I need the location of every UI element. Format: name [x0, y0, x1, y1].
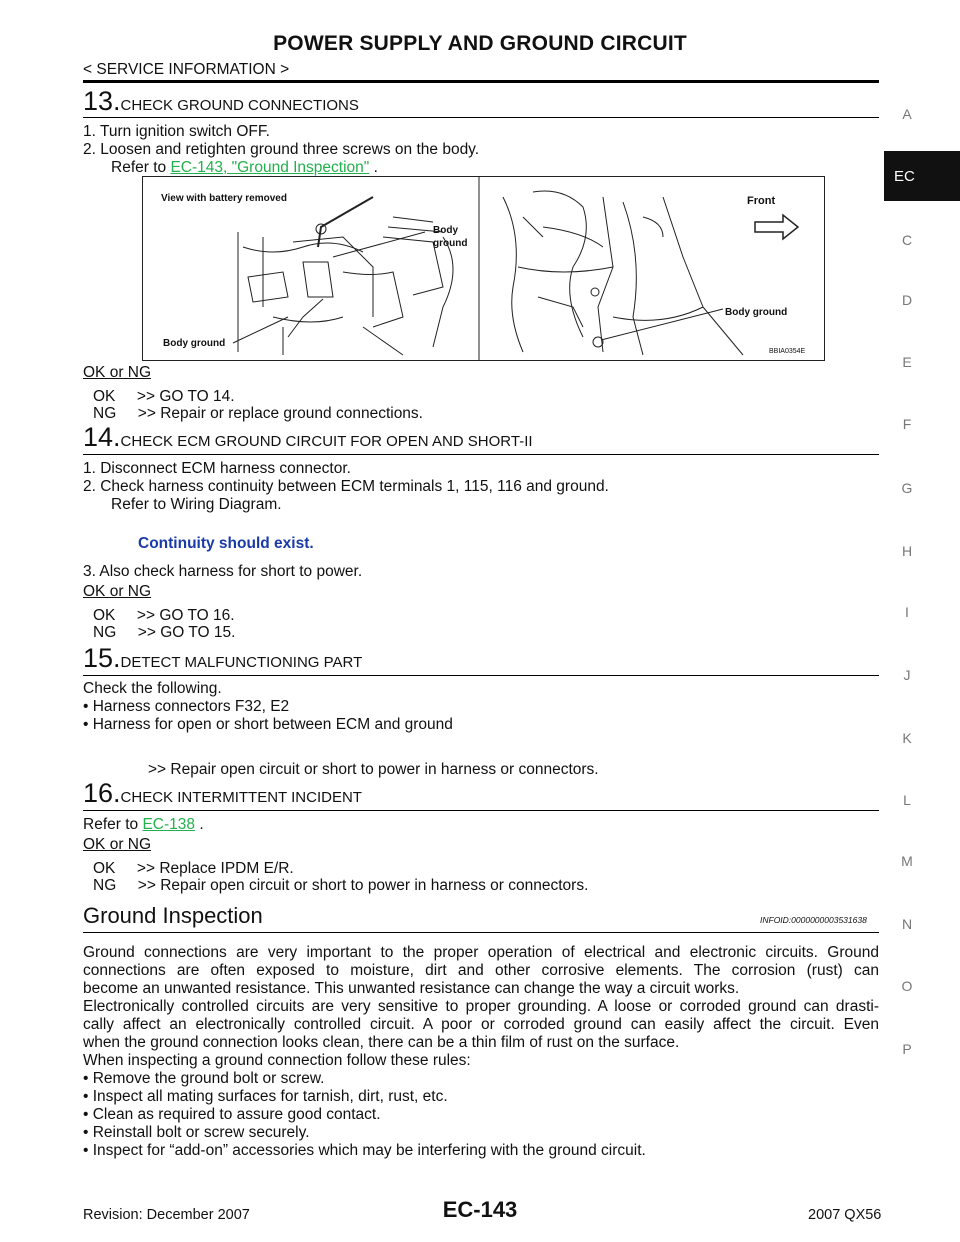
ground-inspection-link[interactable]: EC-143, "Ground Inspection" [170, 159, 370, 176]
step-14-ok: OK >> GO TO 16. [93, 607, 235, 624]
rules-intro: When inspecting a ground connection follow these rules: [83, 1052, 471, 1069]
paragraph-line: when the ground connection looks clean, there can be a thin film of rust on the surface. [83, 1034, 680, 1051]
section-subtitle: < SERVICE INFORMATION > [83, 61, 290, 78]
rule-item: • Inspect for “add-on” accessories which may be interfering with the ground circuit. [83, 1142, 646, 1159]
step-16-heading [83, 778, 362, 809]
step-13-ng: NG >> Repair or replace ground connections. [93, 405, 423, 422]
step-rule [83, 117, 879, 118]
info-id: INFOID:0000000003531638 [760, 915, 867, 925]
step-rule [83, 810, 879, 811]
step-13-heading [83, 86, 359, 117]
figure-label-body-ground-top-2: ground [433, 238, 468, 249]
step-title: CHECK GROUND CONNECTIONS [120, 97, 359, 114]
step-14-spec: Continuity should exist. [138, 535, 314, 552]
side-index-c[interactable]: C [901, 232, 913, 248]
figure-label-view: View with battery removed [161, 193, 287, 204]
side-index-l[interactable]: L [903, 792, 911, 808]
step-13-item-1: 1. Turn ignition switch OFF. [83, 123, 270, 140]
side-index-active-tab[interactable] [884, 151, 960, 201]
footer-page-number: EC-143 [442, 1197, 518, 1222]
step-number: 14. [83, 422, 121, 452]
step-number: 16. [83, 778, 121, 808]
figure-label-body-ground-top: Body [433, 225, 458, 236]
step-15-action: >> Repair open circuit or short to power in harness or connectors. [148, 761, 599, 778]
side-index-o[interactable]: O [901, 978, 913, 994]
ec-138-link[interactable]: EC-138 [142, 816, 196, 833]
step-rule [83, 675, 879, 676]
figure-code: BBIA0354E [769, 348, 806, 355]
step-15-heading [83, 643, 362, 674]
paragraph-line: become an unwanted resistance. This unwanted resistance can change the way a circuit works. [83, 980, 740, 997]
step-14-item-3: 3. Also check harness for short to power. [83, 563, 363, 580]
step-number: 15. [83, 643, 121, 673]
step-number: 13. [83, 86, 121, 116]
step-13-ok: OK >> GO TO 14. [93, 388, 235, 405]
paragraph-line: Electronically controlled circuits are very sensitive to proper grounding. A loose or corroded ground can drasti- [83, 998, 879, 1015]
step-16-refer [83, 816, 204, 834]
rule-item: • Inspect all mating surfaces for tarnish, dirt, rust, etc. [83, 1088, 448, 1105]
side-index-m[interactable]: M [901, 853, 913, 869]
paragraph-line: Ground connections are very important to the proper operation of electrical and electronic circuits. Ground [83, 944, 879, 961]
step-title: DETECT MALFUNCTIONING PART [120, 654, 363, 671]
step-14-item-2: 2. Check harness continuity between ECM terminals 1, 115, 116 and ground. [83, 478, 609, 495]
refer-prefix: Refer to [83, 816, 143, 833]
paragraph-line: cally affect an electronically controlled circuit. A poor or corroded ground can easily affect the circuit. Even [83, 1016, 879, 1033]
step-title: CHECK ECM GROUND CIRCUIT FOR OPEN AND SHORT-II [120, 433, 533, 450]
step-16-okng: OK or NG [83, 836, 152, 853]
ground-diagram-illustration [143, 177, 824, 360]
step-13-okng: OK or NG [83, 364, 152, 381]
side-index-p[interactable]: P [902, 1041, 912, 1057]
step-title: CHECK INTERMITTENT INCIDENT [120, 789, 362, 806]
step-14-item-1: 1. Disconnect ECM harness connector. [83, 460, 351, 477]
step-15-intro: Check the following. [83, 680, 222, 697]
figure-label-body-ground-right: Body ground [725, 307, 788, 318]
side-index-j[interactable]: J [903, 667, 911, 683]
rule-item: • Remove the ground bolt or screw. [83, 1070, 325, 1087]
figure-label-body-ground-left: Body ground [163, 338, 226, 349]
rule-item: • Clean as required to assure good contact. [83, 1106, 381, 1123]
footer-revision: Revision: December 2007 [83, 1207, 250, 1223]
step-13-refer [111, 159, 378, 177]
paragraph-line: connections are often exposed to moisture, dirt and other corrosive elements. The corrosion (rust) can [83, 962, 879, 979]
page-title: POWER SUPPLY AND GROUND CIRCUIT [273, 32, 687, 55]
side-index-e[interactable]: E [902, 354, 912, 370]
side-index-h[interactable]: H [901, 543, 913, 559]
step-rule [83, 454, 879, 455]
refer-prefix: Refer to [111, 159, 171, 176]
header-rule [83, 80, 879, 83]
section-rule [83, 932, 879, 933]
step-14-ng: NG >> GO TO 15. [93, 624, 236, 641]
rule-item: • Reinstall bolt or screw securely. [83, 1124, 310, 1141]
refer-suffix: . [195, 816, 204, 833]
side-index-n[interactable]: N [901, 916, 913, 932]
step-13-item-2: 2. Loosen and retighten ground three screws on the body. [83, 141, 480, 158]
side-index-k[interactable]: K [902, 730, 912, 746]
step-16-ok: OK >> Replace IPDM E/R. [93, 860, 294, 877]
ground-location-figure [142, 176, 825, 361]
step-15-bullet-1: • Harness connectors F32, E2 [83, 698, 290, 715]
footer-model: 2007 QX56 [808, 1207, 882, 1223]
refer-suffix: . [369, 159, 378, 176]
step-16-ng: NG >> Repair open circuit or short to power in harness or connectors. [93, 877, 589, 894]
step-14-okng: OK or NG [83, 583, 152, 600]
side-index-d[interactable]: D [901, 292, 913, 308]
step-15-bullet-2: • Harness for open or short between ECM and ground [83, 716, 453, 733]
step-14-heading [83, 422, 533, 453]
step-14-refer: Refer to Wiring Diagram. [111, 496, 282, 513]
section-title: Ground Inspection [83, 903, 263, 928]
side-index-a[interactable]: A [902, 106, 912, 122]
side-index-f[interactable]: F [902, 416, 912, 432]
side-index-i[interactable]: I [905, 604, 909, 620]
side-index-g[interactable]: G [901, 480, 913, 496]
side-tab-label: EC [894, 168, 915, 185]
figure-label-front: Front [747, 195, 776, 207]
